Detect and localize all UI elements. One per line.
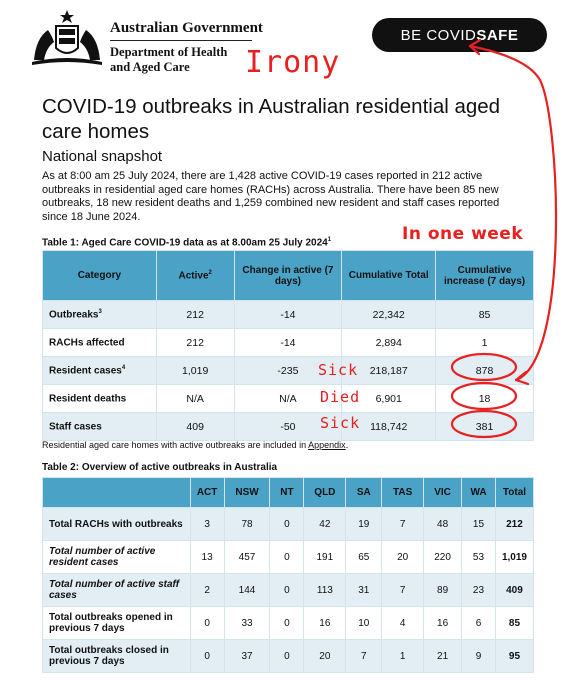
table2-header-row — [43, 478, 534, 508]
table-row — [43, 301, 534, 329]
cell-active: 212 — [156, 301, 234, 329]
cell-tas: 7 — [382, 574, 424, 607]
row-label: Total RACHs with outbreaks — [43, 508, 191, 541]
table-row — [43, 541, 534, 574]
row-label: Total number of active staff cases — [43, 574, 191, 607]
cell-wa: 23 — [462, 574, 496, 607]
cell-active: 409 — [156, 413, 234, 441]
cell-tas: 7 — [382, 508, 424, 541]
header-wa: WA — [462, 478, 496, 508]
coat-of-arms-logo — [28, 8, 106, 68]
cell-total: 1,019 — [495, 541, 533, 574]
cell-cumulative: 218,187 — [342, 357, 436, 385]
cell-wa: 15 — [462, 508, 496, 541]
table1-caption — [42, 237, 331, 248]
table-row — [43, 640, 534, 673]
cell-sa: 10 — [346, 607, 382, 640]
outbreak-overview-table — [42, 477, 534, 673]
table-row — [43, 574, 534, 607]
cell-qld: 16 — [304, 607, 346, 640]
row-category-text: Resident cases — [49, 365, 122, 377]
cell-total: 95 — [495, 640, 533, 673]
cell-nt: 0 — [270, 508, 304, 541]
cell-qld: 191 — [304, 541, 346, 574]
table2-caption: Table 2: Overview of active outbreaks in Australia — [42, 462, 278, 473]
cell-nsw: 457 — [224, 541, 270, 574]
table-row — [43, 357, 534, 385]
row-category — [43, 413, 157, 441]
cell-act: 3 — [190, 508, 224, 541]
header-change: Change in active (7 days) — [234, 251, 342, 301]
table-row — [43, 607, 534, 640]
cell-nt: 0 — [270, 607, 304, 640]
cell-vic: 220 — [424, 541, 462, 574]
covidsafe-badge — [372, 18, 547, 52]
died-annotation: Died — [320, 388, 361, 406]
header-vic: VIC — [424, 478, 462, 508]
header-sa: SA — [346, 478, 382, 508]
cell-wa: 6 — [462, 607, 496, 640]
cell-nsw: 37 — [224, 640, 270, 673]
cell-cumulative: 22,342 — [342, 301, 436, 329]
cell-total: 85 — [495, 607, 533, 640]
row-category-text: Staff cases — [49, 421, 102, 433]
cell-qld: 20 — [304, 640, 346, 673]
cell-total: 212 — [495, 508, 533, 541]
cell-sa: 7 — [346, 640, 382, 673]
cell-sa: 19 — [346, 508, 382, 541]
cell-nsw: 144 — [224, 574, 270, 607]
row-label: Total outbreaks closed in previous 7 days — [43, 640, 191, 673]
cell-tas: 20 — [382, 541, 424, 574]
header-total: Total — [495, 478, 533, 508]
cell-increase: 85 — [436, 301, 534, 329]
department-line-1: Department of Health — [110, 45, 228, 59]
header-tas: TAS — [382, 478, 424, 508]
cell-change: -14 — [234, 329, 342, 357]
table-row — [43, 385, 534, 413]
cell-change: -235 — [234, 357, 342, 385]
cell-nt: 0 — [270, 640, 304, 673]
header-act: ACT — [190, 478, 224, 508]
cell-change: -14 — [234, 301, 342, 329]
cell-act: 13 — [190, 541, 224, 574]
cell-active: N/A — [156, 385, 234, 413]
header-category: Category — [43, 251, 157, 301]
cell-nsw: 33 — [224, 607, 270, 640]
cell-active: 212 — [156, 329, 234, 357]
cell-act: 0 — [190, 607, 224, 640]
intro-paragraph: As at 8:00 am 25 July 2024, there are 1,428 active COVID-19 cases reported in 212 active outbreaks in residential aged care homes (RACHs) across Australia. There have been 85 new outbreaks, 18 new resident deaths and 1,259 combined new resident and staff cases reported since 18 June 2024. — [42, 170, 500, 223]
cell-cumulative: 118,742 — [342, 413, 436, 441]
table1-header-row — [43, 251, 534, 301]
cell-change: N/A — [234, 385, 342, 413]
cell-wa: 53 — [462, 541, 496, 574]
cell-nt: 0 — [270, 541, 304, 574]
cell-increase: 1 — [436, 329, 534, 357]
row-category — [43, 301, 157, 329]
cell-wa: 9 — [462, 640, 496, 673]
header-cumulative: Cumulative Total — [342, 251, 436, 301]
table-row — [43, 508, 534, 541]
row-category — [43, 357, 157, 385]
cell-total: 409 — [495, 574, 533, 607]
header-active-footnote: 2 — [208, 269, 212, 276]
cell-increase: 381 — [436, 413, 534, 441]
cell-tas: 4 — [382, 607, 424, 640]
row-category — [43, 385, 157, 413]
cell-nsw: 78 — [224, 508, 270, 541]
header-qld: QLD — [304, 478, 346, 508]
row-category-text: Resident deaths — [49, 393, 127, 405]
row-category — [43, 329, 157, 357]
cell-tas: 1 — [382, 640, 424, 673]
cell-vic: 21 — [424, 640, 462, 673]
row-label: Total number of active resident cases — [43, 541, 191, 574]
cell-sa: 31 — [346, 574, 382, 607]
cell-nt: 0 — [270, 574, 304, 607]
header-blank — [43, 478, 191, 508]
in-one-week-annotation: In one week — [402, 224, 524, 244]
cell-act: 2 — [190, 574, 224, 607]
sick-annotation-resident: Sick — [318, 361, 359, 379]
aged-care-data-table — [42, 250, 534, 441]
table1-caption-text: Table 1: Aged Care COVID-19 data as at 8.00am 25 July 2024 — [42, 237, 328, 249]
table1-caption-footnote: 1 — [327, 237, 332, 243]
header-increase: Cumulative increase (7 days) — [436, 251, 534, 301]
table1-footnote — [42, 440, 348, 450]
appendix-link[interactable]: Appendix — [308, 440, 346, 450]
cell-cumulative: 2,894 — [342, 329, 436, 357]
cell-change: -50 — [234, 413, 342, 441]
government-name: Australian Government — [110, 20, 263, 36]
cell-cumulative: 6,901 — [342, 385, 436, 413]
row-footnote: 3 — [98, 308, 102, 315]
irony-annotation: Irony — [245, 45, 341, 80]
table-row — [43, 329, 534, 357]
header-active — [156, 251, 234, 301]
cell-sa: 65 — [346, 541, 382, 574]
page-title: COVID-19 outbreaks in Australian residential aged care homes — [42, 95, 501, 143]
header-nt: NT — [270, 478, 304, 508]
cell-active: 1,019 — [156, 357, 234, 385]
page-subtitle: National snapshot — [42, 148, 163, 165]
badge-text-left: BE COVID — [400, 26, 477, 44]
row-label: Total outbreaks opened in previous 7 days — [43, 607, 191, 640]
cell-vic: 89 — [424, 574, 462, 607]
cell-qld: 42 — [304, 508, 346, 541]
table1-note-period: . — [345, 440, 349, 450]
cell-qld: 113 — [304, 574, 346, 607]
department-name — [110, 45, 227, 75]
header-divider — [110, 40, 252, 41]
row-category-text: RACHs affected — [49, 337, 125, 349]
table-row — [43, 413, 534, 441]
cell-vic: 48 — [424, 508, 462, 541]
cell-increase: 18 — [436, 385, 534, 413]
table1-note-text: Residential aged care homes with active outbreaks are included in — [42, 440, 309, 450]
header-nsw: NSW — [224, 478, 270, 508]
row-category-text: Outbreaks — [49, 309, 99, 321]
row-footnote: 4 — [121, 364, 126, 371]
badge-text-right: SAFE — [476, 26, 519, 44]
cell-increase: 878 — [436, 357, 534, 385]
department-line-2: and Aged Care — [110, 60, 190, 74]
header-active-text: Active — [178, 270, 209, 282]
cell-act: 0 — [190, 640, 224, 673]
sick-annotation-staff: Sick — [320, 414, 361, 432]
cell-vic: 16 — [424, 607, 462, 640]
